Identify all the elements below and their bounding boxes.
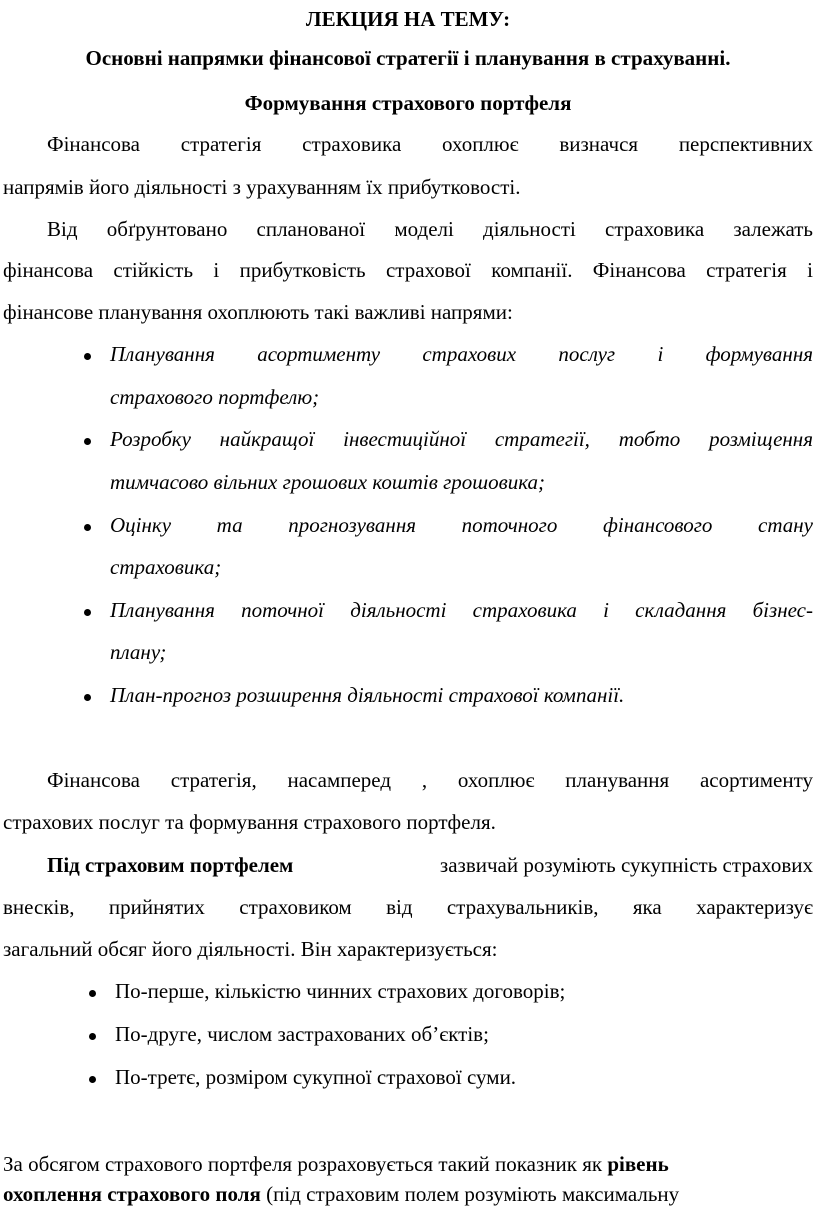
paragraph-4-line-1	[47, 855, 813, 876]
topic-title-line-2: Формування страхового портфеля	[244, 91, 572, 115]
coverage-field-term: охоплення страхового поля	[3, 1182, 261, 1206]
lecture-heading: ЛЕКЦИЯ НА ТЕМУ:	[305, 7, 511, 31]
list2-item-2: По-друге, числом застрахованих об’єктів;	[115, 1022, 489, 1046]
paragraph-2-line-2: фінансова стійкість і прибутковість страхової компанії. Фінансова стратегія і	[3, 258, 813, 282]
list-item-1-line-1: Планування асортименту страхових послуг і формування	[110, 342, 813, 366]
bullet-icon	[89, 1076, 96, 1083]
paragraph-1-line-1: Фінансова стратегія страховика охоплює визначся перспективних	[47, 132, 813, 156]
paragraph-2-line-1: Від обґрунтовано спланованої моделі діяльності страховика залежать	[47, 217, 813, 241]
portfolio-term: Під страховим портфелем	[47, 853, 294, 877]
coverage-level-term: рівень	[607, 1152, 669, 1176]
paragraph-1-line-2: напрямів його діяльності з урахуванням їх прибутковості.	[3, 175, 521, 199]
bullet-icon	[84, 353, 91, 360]
paragraph-5-text: За обсягом страхового портфеля розраховується такий показник як	[3, 1152, 608, 1176]
bullet-icon	[89, 1033, 96, 1040]
list-item-5-line-1: План-прогноз розширення діяльності страхової компанії.	[110, 683, 625, 707]
list2-item-3: По-третє, розміром сукупної страхової суми.	[115, 1065, 517, 1089]
bullet-icon	[84, 694, 91, 701]
bullet-icon	[84, 609, 91, 616]
paragraph-4-line-2: внесків, прийнятих страховиком від страхувальників, яка характеризує	[3, 895, 813, 919]
bullet-icon	[89, 990, 96, 997]
paragraph-5-line-2-rest: (під страховим полем розуміють максимальну	[260, 1182, 680, 1206]
list-item-3-line-1: Оцінку та прогнозування поточного фінансового стану	[110, 513, 813, 537]
bullet-icon	[84, 438, 91, 445]
paragraph-5-line-1	[3, 1154, 669, 1175]
paragraph-5-line-2	[3, 1184, 679, 1205]
paragraph-3-line-2: страхових послуг та формування страхового портфеля.	[3, 810, 496, 834]
list-item-2-line-1: Розробку найкращої інвестиційної стратегії, тобто розміщення	[110, 427, 813, 451]
list-item-2-line-2: тимчасово вільних грошових коштів грошовика;	[110, 470, 546, 494]
list-item-4-line-1: Планування поточної діяльності страховика і складання бізнес-	[110, 598, 813, 622]
topic-title-line-1: Основні напрямки фінансової стратегії і планування в страхуванні.	[85, 46, 731, 70]
list-item-3-line-2: страховика;	[110, 555, 222, 579]
list-item-4-line-2: плану;	[110, 640, 167, 664]
list-item-1-line-2: страхового портфелю;	[110, 385, 320, 409]
paragraph-4-line-3: загальний обсяг його діяльності. Він характеризується:	[3, 937, 498, 961]
paragraph-4-line-1-rest: зазвичай розуміють сукупність страхових	[439, 853, 813, 877]
bullet-icon	[84, 524, 91, 531]
paragraph-2-line-3: фінансове планування охоплюють такі важливі напрями:	[3, 300, 513, 324]
list2-item-1: По-перше, кількістю чинних страхових договорів;	[115, 979, 566, 1003]
paragraph-3-line-1: Фінансова стратегія, насамперед , охоплює планування асортименту	[47, 768, 813, 792]
